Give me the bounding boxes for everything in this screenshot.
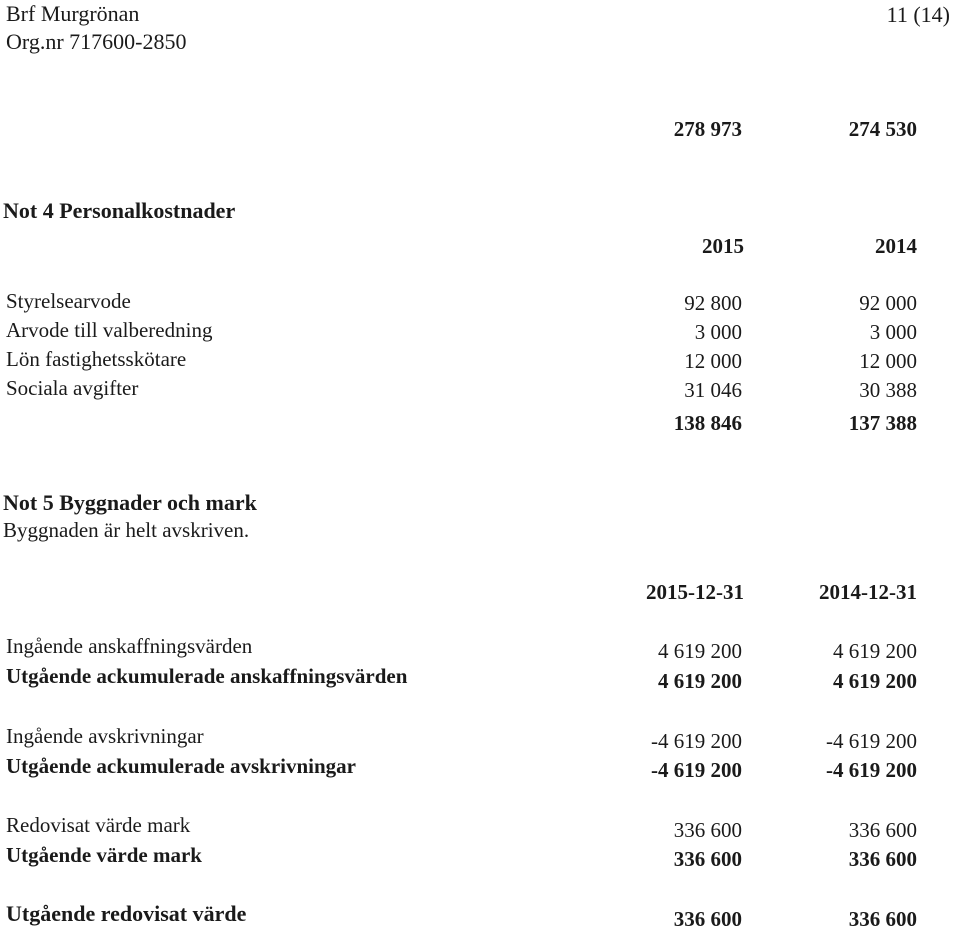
note4-col-header-2014: 2014 bbox=[875, 234, 917, 258]
note5-row-label: Redovisat värde mark bbox=[6, 813, 191, 837]
note5-final-value-2015: 336 600 bbox=[673, 907, 742, 931]
note4-row-label: Styrelsearvode bbox=[6, 289, 131, 313]
note4-row-label: Arvode till valberedning bbox=[6, 318, 213, 342]
note4-row-label: Sociala avgifter bbox=[6, 376, 139, 400]
note5-col-header-2014: 2014-12-31 bbox=[819, 580, 917, 604]
note5-row-value-2015: 336 600 bbox=[673, 818, 742, 842]
note4-total-2014: 137 388 bbox=[848, 411, 917, 435]
note5-row-value-2015: -4 619 200 bbox=[651, 758, 742, 782]
note4-row-value-2015: 92 800 bbox=[684, 291, 742, 315]
note5-row-value-2015: 4 619 200 bbox=[658, 639, 742, 663]
page-number: 11 (14) bbox=[886, 2, 950, 27]
note5-row-value-2015: -4 619 200 bbox=[651, 729, 742, 753]
prev-total-2014: 274 530 bbox=[848, 117, 917, 141]
note5-row-label: Ingående avskrivningar bbox=[6, 724, 204, 748]
note5-row-value-2015: 4 619 200 bbox=[658, 669, 742, 693]
note5-title: Not 5 Byggnader och mark bbox=[3, 490, 257, 515]
note4-total-2015: 138 846 bbox=[673, 411, 742, 435]
note5-row-label: Ingående anskaffningsvärden bbox=[6, 634, 253, 658]
org-number: Org.nr 717600-2850 bbox=[6, 29, 187, 54]
note5-row-label: Utgående ackumulerade anskaffningsvärden bbox=[6, 664, 408, 688]
note5-row-label: Utgående värde mark bbox=[6, 843, 202, 867]
note4-row-value-2015: 3 000 bbox=[694, 320, 742, 344]
note5-row-label: Utgående ackumulerade avskrivningar bbox=[6, 754, 357, 778]
note4-row-value-2014: 30 388 bbox=[859, 378, 917, 402]
note4-row-value-2014: 92 000 bbox=[859, 291, 917, 315]
note4-title: Not 4 Personalkostnader bbox=[3, 198, 236, 223]
note4-row-value-2015: 12 000 bbox=[684, 349, 742, 373]
note5-subtitle: Byggnaden är helt avskriven. bbox=[3, 518, 250, 542]
note4-row-label: Lön fastighetsskötare bbox=[6, 347, 187, 371]
org-name: Brf Murgrönan bbox=[6, 1, 140, 26]
note4-row-value-2014: 3 000 bbox=[869, 320, 917, 344]
prev-total-2015: 278 973 bbox=[673, 117, 742, 141]
note4-col-header-2015: 2015 bbox=[702, 234, 744, 258]
note5-row-value-2014: -4 619 200 bbox=[826, 758, 917, 782]
note5-final-label: Utgående redovisat värde bbox=[6, 901, 247, 926]
note4-row-value-2015: 31 046 bbox=[684, 378, 742, 402]
note5-row-value-2014: 4 619 200 bbox=[833, 639, 917, 663]
note5-final-value-2014: 336 600 bbox=[848, 907, 917, 931]
note5-row-value-2014: 4 619 200 bbox=[833, 669, 917, 693]
note4-row-value-2014: 12 000 bbox=[859, 349, 917, 373]
note5-row-value-2015: 336 600 bbox=[673, 847, 742, 871]
note5-col-header-2015: 2015-12-31 bbox=[646, 580, 744, 604]
note5-row-value-2014: -4 619 200 bbox=[826, 729, 917, 753]
note5-row-value-2014: 336 600 bbox=[848, 847, 917, 871]
note5-row-value-2014: 336 600 bbox=[848, 818, 917, 842]
